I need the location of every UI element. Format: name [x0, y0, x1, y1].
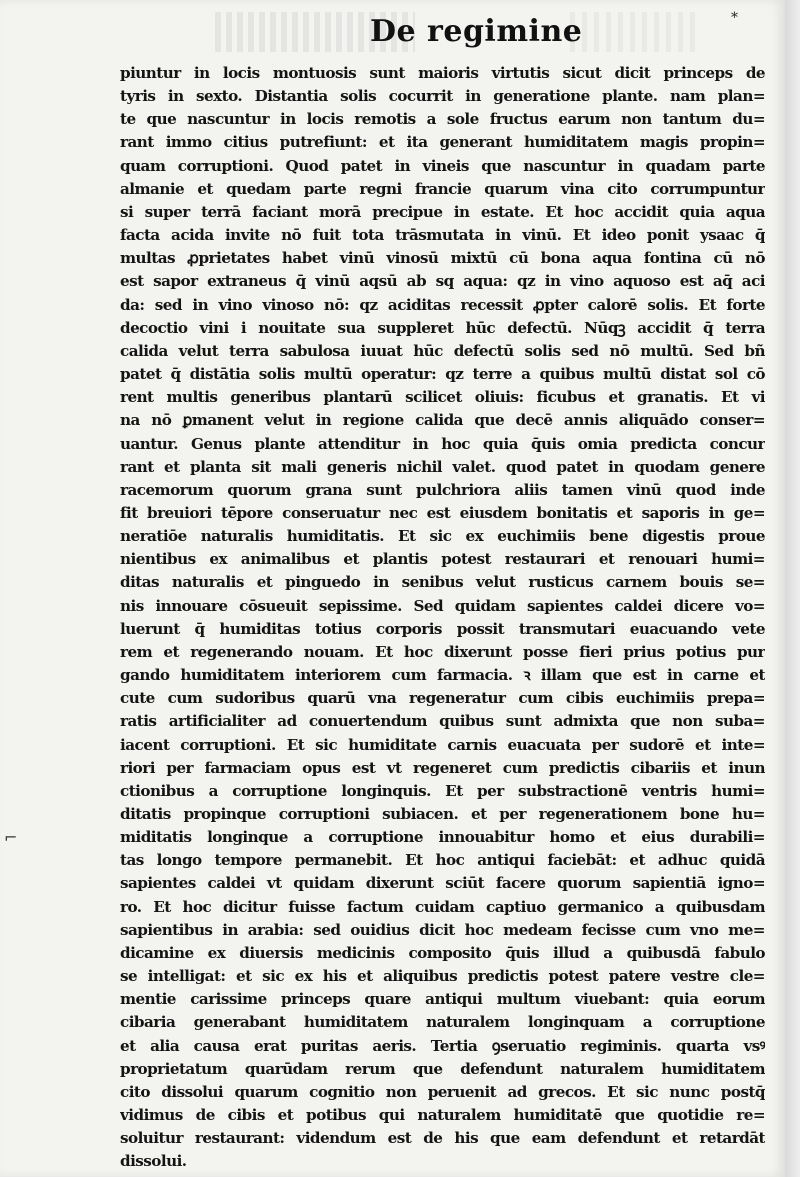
- text-line: soluitur restaurant: videndum est de his que eam defendunt et retardāt: [120, 1129, 765, 1148]
- text-line: facta acida invite nō fuit tota trāsmutata in vinū. Et ideo ponit ysaac q̄: [120, 226, 765, 245]
- text-line: ctionibus a corruptione longinquis. Et per substractionē ventris humi=: [120, 781, 765, 800]
- text-line: mentie carissime princeps quare antiqui multum viuebant: quia eorum: [120, 990, 765, 1009]
- text-line: proprietatum quarūdam rerum que defendunt naturalem humiditatem: [120, 1059, 765, 1078]
- text-line: cibaria generabant humiditatem naturalem longinquam a corruptione: [120, 1013, 765, 1032]
- text-line: decoctio vini i nouitate sua suppleret hūc defectū. Nūqꝫ accidit q̄ terra: [120, 318, 765, 337]
- text-line: neratiōe naturalis humiditatis. Et sic ex euchimiis bene digestis proue: [120, 527, 765, 546]
- text-line: se intelligat: et sic ex his et aliquibus predictis potest patere vestre cle=: [120, 967, 765, 986]
- margin-mark: ⌐: [4, 828, 18, 847]
- text-line: rent multis generibus plantarū scilicet oliuis: ficubus et granatis. Et vi: [120, 388, 765, 407]
- text-line: uantur. Genus plante attenditur in hoc quia q̄uis omia predicta concur: [120, 434, 765, 453]
- text-line: miditatis longinque a corruptione innouabitur homo et eius durabili=: [120, 828, 765, 847]
- text-line: luerunt q̄ humiditas totius corporis possit transmutari euacuando vete: [120, 619, 765, 638]
- text-line: patet q̄ distātia solis multū operatur: qz terre a quibus multū distat sol cō: [120, 365, 765, 384]
- text-line: dissolui.: [120, 1152, 187, 1171]
- text-line: cute cum sudoribus quarū vna regeneratur cum cibis euchimiis prepa=: [120, 689, 765, 708]
- text-line: si super terrā faciant morā precipue in estate. Et hoc accidit quia aqua: [120, 202, 765, 221]
- text-line: est sapor extraneus q̄ vinū aqsū ab sq aqua: qz in vino aquoso est aq̄ aci: [120, 272, 765, 291]
- text-line: iacent corruptioni. Et sic humiditate carnis euacuata per sudorē et inte=: [120, 735, 765, 754]
- show-through-text: [570, 12, 700, 52]
- text-line: fit breuiori tēpore conseruatur nec est eiusdem bonitatis et saporis in ge=: [120, 503, 765, 522]
- text-line: tas longo tempore permanebit. Et hoc antiqui faciebāt: et adhuc quidā: [120, 851, 765, 870]
- text-line: sapientes caldei vt quidam dixerunt sciūt facere quorum sapientiā igno=: [120, 874, 765, 893]
- text-line: vidimus de cibis et potibus qui naturalem humiditatē que quotidie re=: [120, 1106, 765, 1125]
- text-line: piuntur in locis montuosis sunt maioris virtutis sicut dicit princeps de: [120, 64, 765, 82]
- text-line: ditatis propinque corruptioni subiacen. et per regenerationem bone hu=: [120, 805, 765, 823]
- text-line: multas ꝓprietates habet vinū vinosū mixtū cū bona aqua fontina cū nō: [120, 249, 765, 268]
- text-line: almanie et quedam parte regni francie quarum vina cito corrumpuntur: [120, 179, 765, 198]
- text-line: ratis artificialiter ad conuertendum quibus sunt admixta que non suba=: [120, 712, 765, 731]
- text-line: rem et regenerando nouam. Et hoc dixerunt posse fieri prius potius pur: [120, 642, 765, 661]
- text-line: rant et planta sit mali generis nichil valet. quod patet in quodam genere: [120, 457, 765, 476]
- text-line: tyris in sexto. Distantia solis cocurrit in generatione plante. nam plan=: [120, 87, 765, 106]
- text-line: et alia causa erat puritas aeris. Tertia ꝯseruatio regiminis. quarta vsꝰ: [120, 1036, 765, 1055]
- text-line: te que nascuntur in locis remotis a sole fructus earum non tantum du=: [120, 110, 765, 129]
- text-line: ditas naturalis et pinguedo in senibus velut rusticus carnem bouis se=: [120, 573, 765, 592]
- text-line: gando humiditatem interiorem cum farmacia. ꝛ illam que est in carne et: [120, 666, 765, 685]
- text-line: nientibus ex animalibus et plantis potest restaurari et renouari humi=: [120, 550, 765, 569]
- text-line: racemorum quorum grana sunt pulchriora aliis tamen vinū quod inde: [120, 480, 765, 499]
- text-line: quam corruptioni. Quod patet in vineis que nascuntur in quadam parte: [120, 156, 765, 175]
- text-line: dicamine ex diuersis medicinis composito q̄uis illud a quibusdā fabulo: [120, 943, 765, 962]
- body-text: [120, 62, 765, 1174]
- text-line: sapientibus in arabia: sed ouidius dicit hoc medeam fecisse cum vno me=: [120, 920, 765, 939]
- text-line: rant immo citius putrefiunt: et ita generant humiditatem magis propin=: [120, 133, 765, 152]
- text-line: na nō ꝑmanent velut in regione calida que decē annis aliquādo conser=: [120, 411, 765, 430]
- text-line: ro. Et hoc dicitur fuisse factum cuidam captiuo germanico a quibusdam: [120, 897, 765, 916]
- page-edge: [785, 0, 800, 1177]
- text-line: da: sed in vino vinoso nō: qz aciditas recessit ꝓpter calorē solis. Et forte: [120, 295, 765, 314]
- text-line: calida velut terra sabulosa iuuat hūc defectū solis sed nō multū. Sed bñ: [120, 341, 765, 360]
- text-line: cito dissolui quarum cognitio non peruenit ad grecos. Et sic nunc postq̄: [120, 1082, 765, 1101]
- text-line: nis innouare cōsueuit sepissime. Sed quidam sapientes caldei dicere vo=: [120, 596, 765, 615]
- corner-mark: *: [731, 10, 738, 26]
- text-line: riori per farmaciam opus est vt regeneret cum predictis cibariis et inun: [120, 758, 765, 777]
- running-head: De regimine: [370, 14, 583, 49]
